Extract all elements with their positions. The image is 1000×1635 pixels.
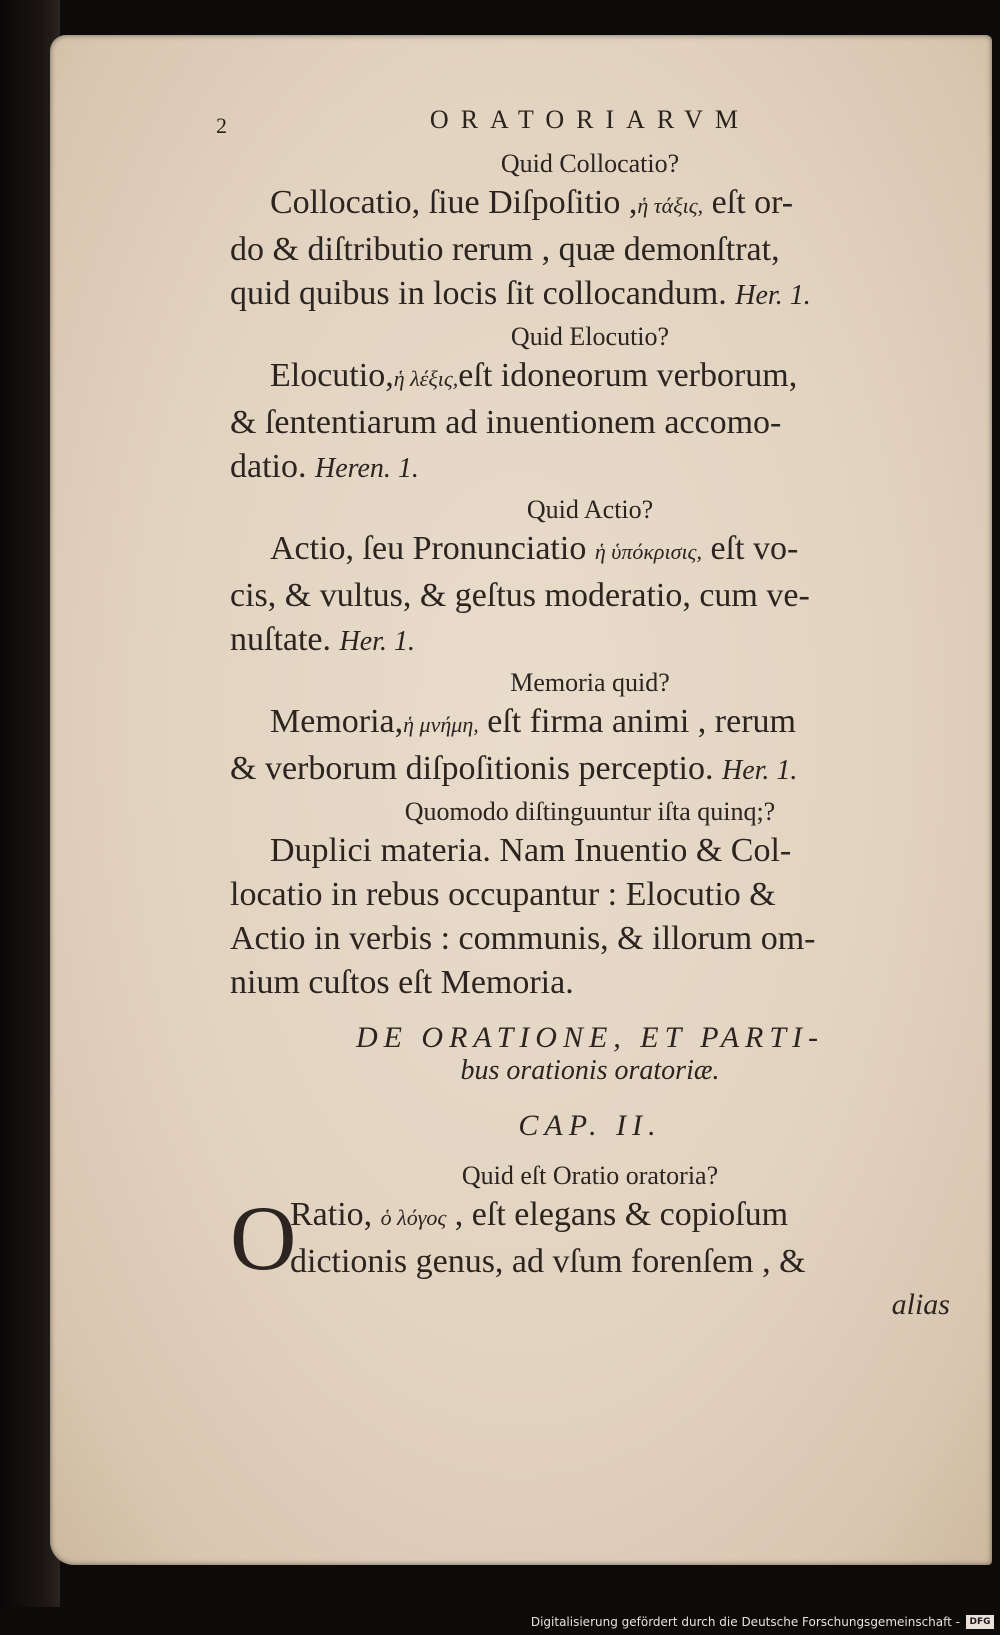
greek-term: ἡ λέξις, <box>393 366 459 391</box>
text-line <box>230 618 950 664</box>
line-text: datio. <box>230 448 307 485</box>
line-text: eſt firma animi , rerum <box>478 703 796 740</box>
text-line: dictionis genus, ad vſum forenſem , & <box>290 1243 806 1280</box>
line-text: Collocatio, ſiue Diſpoſitio , <box>270 184 638 221</box>
dropcap-paragraph <box>230 1187 950 1289</box>
dfg-logo: DFG <box>966 1615 994 1629</box>
text-line <box>230 272 950 318</box>
text-line: nium cuſtos eſt Memoria. <box>230 964 574 1001</box>
question-heading: Memoria quid? <box>510 668 670 697</box>
greek-term: ὁ λόγος <box>380 1205 447 1230</box>
text-line: cis, & vultus, & geſtus moderatio, cum ve- <box>230 577 810 614</box>
text-line: Duplici materia. Nam Inuentio & Col- <box>270 832 792 869</box>
line-text: eſt idoneorum verborum, <box>458 357 798 394</box>
answer-paragraph <box>230 354 950 491</box>
line-text: Actio, ſeu Pronunciatio <box>270 530 587 567</box>
drop-capital: O <box>230 1187 297 1289</box>
answer-paragraph <box>290 1193 950 1284</box>
text-line <box>230 181 950 228</box>
text-line <box>230 700 950 747</box>
line-text: nuſtate. <box>230 621 332 658</box>
chapter-subheading: bus orationis oratoriæ. <box>460 1055 720 1086</box>
citation-ref: Heren. 1. <box>314 453 419 484</box>
question-heading: Quid eſt Oratio oratoria? <box>461 1161 719 1190</box>
answer-paragraph <box>230 527 950 664</box>
question-heading: Quid Actio? <box>526 495 654 524</box>
citation-ref: Her. 1. <box>735 280 811 311</box>
footer-credit-text: Digitalisierung gefördert durch die Deutsche Forschungsgemeinschaft - <box>530 1615 960 1629</box>
line-text: Memoria, <box>270 703 404 740</box>
page-text-block <box>216 105 950 1322</box>
answer-paragraph <box>230 181 950 318</box>
citation-ref: Her. 1. <box>339 626 415 657</box>
text-line: Actio in verbis : communis, & illorum om- <box>230 920 816 957</box>
line-text: eſt or- <box>703 184 794 221</box>
line-text: quid quibus in locis ſit collocandum. <box>230 275 727 312</box>
answer-paragraph <box>230 829 950 1005</box>
question-heading: Quomodo diſtinguuntur iſta quinq;? <box>404 797 776 826</box>
digitization-footer <box>0 1607 1000 1635</box>
running-head <box>216 105 950 145</box>
text-line <box>230 354 950 401</box>
question-heading: Quid Elocutio? <box>510 322 670 351</box>
text-line: & ſententiarum ad inuentionem accomo- <box>230 404 782 441</box>
text-line: do & diſtributio rerum , quæ demonſtrat, <box>230 231 780 268</box>
chapter-number: CAP. II. <box>518 1109 662 1142</box>
line-text: , eſt elegans & copioſum <box>446 1196 789 1233</box>
book-page <box>50 35 992 1565</box>
catchword: alias <box>891 1288 950 1321</box>
running-head-text: ORATORIARVM <box>429 105 751 134</box>
citation-ref: Her. 1. <box>721 755 798 786</box>
line-text: Elocutio, <box>270 357 394 394</box>
text-line: locatio in rebus occupantur : Elocutio & <box>230 876 776 913</box>
text-line <box>230 747 950 793</box>
greek-term: ἡ μνήμη, <box>403 712 479 737</box>
text-line <box>290 1193 950 1240</box>
page-number: 2 <box>216 113 227 138</box>
line-text: eſt vo- <box>701 530 799 567</box>
greek-term: ἡ ὑπόκρισις, <box>594 539 702 564</box>
line-text: & verborum diſpoſitionis perceptio. <box>230 750 714 787</box>
text-line <box>230 527 950 574</box>
answer-paragraph <box>230 700 950 793</box>
greek-term: ἡ τάξις, <box>637 193 704 218</box>
chapter-heading: DE ORATIONE, ET PARTI- <box>355 1021 825 1054</box>
line-text: Ratio, <box>290 1196 373 1233</box>
question-heading: Quid Collocatio? <box>500 149 680 178</box>
text-line <box>230 445 950 491</box>
